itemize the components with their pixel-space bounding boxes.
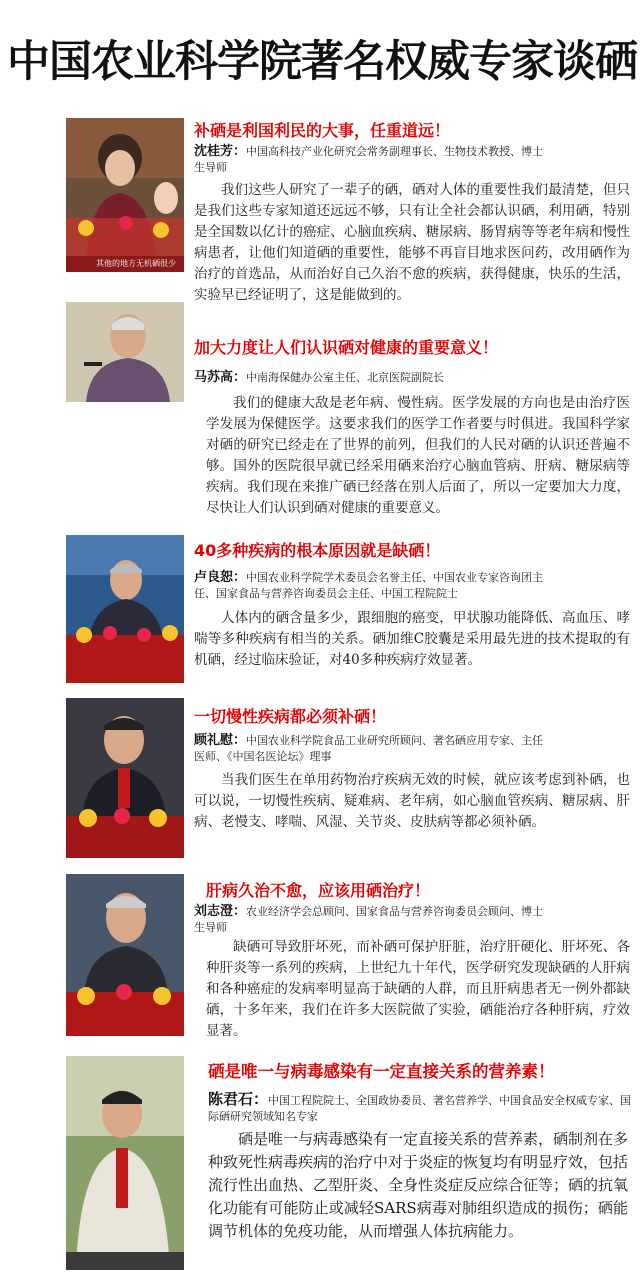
expert-photo-3 bbox=[66, 535, 184, 683]
expert-info-6 bbox=[208, 1091, 632, 1125]
expert-title: 中国农业科学院学术委员会名誉主任、中国农业专家咨询团主任、国家食品与营养咨询委员会主任、中国工程院院士 bbox=[194, 571, 544, 600]
headline-1: 补硒是利国利民的大事，任重道远！ bbox=[194, 121, 451, 140]
expert-body-4 bbox=[194, 770, 630, 833]
expert-photo-4 bbox=[66, 698, 184, 858]
expert-photo-6 bbox=[66, 1056, 184, 1270]
headline-3: 40多种疾病的根本原因就是缺硒！ bbox=[194, 541, 441, 560]
body-text: 当我们医生在单用药物治疗疾病无效的时候，就应该考虑到补硒，也可以说，一切慢性疾病、疑难病、老年病，如心脑血管疾病、糖尿病、肝病、老慢支、哮喘、风湿、关节炎、皮肤病等都必须补硒。 bbox=[194, 772, 630, 830]
expert-info-5 bbox=[194, 904, 544, 936]
headline-2: 加大力度让人们认识硒对健康的重要意义！ bbox=[194, 338, 499, 357]
expert-info-4 bbox=[194, 733, 546, 765]
expert-title: 农业经济学会总顾问、国家食品与营养咨询委员会顾问、博士生导师 bbox=[194, 905, 544, 934]
headline-4: 一切慢性疾病都必须补硒！ bbox=[194, 707, 387, 726]
expert-photo-2 bbox=[66, 302, 184, 402]
body-text: 缺硒可导致肝坏死，而补硒可保护肝脏，治疗肝硬化、肝坏死、各种肝炎等一系列的疾病，上世纪九十年代，医学研究发现缺硒的人肝病和各种癌症的发病率明显高于缺硒的人群，而且肝病患者无一例外都缺硒，十多年来，我们在许多大医院做了实验，硒能治疗各种肝病，疗效显著。 bbox=[206, 939, 630, 1039]
body-text: 我们的健康大敌是老年病、慢性病。医学发展的方向也是由治疗医学发展为保健医学。这要求我们的医学工作者要与时俱进。我国科学家对硒的研究已经走在了世界的前列，但我们的人民对硒的认识还普遍不够。国外的医院很早就已经采用硒来治疗心脑血管病、肝病、糖尿病等疾病。我们现在来推广硒已经落在别人后面了，所以一定要加大力度，尽快让人们认识到硒对健康的重要意义。 bbox=[206, 395, 630, 516]
expert-name: 沈桂芳： bbox=[194, 144, 247, 159]
expert-name: 马苏高： bbox=[194, 370, 247, 385]
expert-name: 卢良恕： bbox=[194, 570, 247, 585]
expert-body-5 bbox=[206, 937, 630, 1042]
expert-info-2 bbox=[194, 370, 624, 386]
expert-info-3 bbox=[194, 570, 544, 602]
photo-caption: 其他的地方无机硒很少 bbox=[96, 259, 176, 268]
expert-name: 刘志澄： bbox=[194, 904, 247, 919]
expert-name: 顾礼慰： bbox=[194, 733, 247, 748]
headline-5: 肝病久治不愈，应该用硒治疗！ bbox=[206, 881, 431, 900]
expert-body-6 bbox=[208, 1128, 628, 1243]
headline-6: 硒是唯一与病毒感染有一定直接关系的营养素！ bbox=[208, 1062, 555, 1081]
expert-info-1 bbox=[194, 144, 544, 176]
expert-name: 陈君石： bbox=[208, 1090, 269, 1108]
body-text: 我们这些人研究了一辈子的硒，硒对人体的重要性我们最清楚，但只是我们这些专家知道还远远不够，只有让全社会都认识硒，利用硒，特别是全国数以亿计的癌症、心脑血疾病、糖尿病、肠胃病等等老年病和慢性病患者，让他们知道硒的重要性，能够不再盲目地求医问药，改用硒作为治疗的首选品，从而治好自己久治不愈的疾病，获得健康，快乐的生活，实验早已经证明了，这是能做到的。 bbox=[194, 182, 630, 303]
expert-body-1 bbox=[194, 180, 630, 306]
expert-body-3 bbox=[194, 608, 630, 671]
expert-title: 中国高科技产业化研究会常务副理事长、生物技术教授、博士生导师 bbox=[194, 145, 544, 174]
expert-body-2 bbox=[66, 393, 630, 519]
expert-photo-5 bbox=[66, 874, 184, 1036]
expert-title: 中南海保健办公室主任、北京医院副院长 bbox=[246, 371, 445, 384]
body-text: 人体内的硒含量多少，跟细胞的癌变，甲状腺功能降低、高血压、哮喘等多种疾病有相当的关系。硒加维C胶囊是采用最先进的技术提取的有机硒，经过临床验证，对40多种疾病疗效显著。 bbox=[194, 610, 630, 668]
expert-title: 中国农业科学院食品工业研究所顾问、著名硒应用专家、主任医师、《中国名医论坛》理事 bbox=[194, 734, 544, 763]
expert-title: 中国工程院院士、全国政协委员、著名营养学、中国食品安全权威专家、国际硒研究领域知名专家 bbox=[208, 1094, 632, 1123]
page-title: 中国农业科学院著名权威专家谈硒 bbox=[7, 37, 637, 87]
body-text: 硒是唯一与病毒感染有一定直接关系的营养素，硒制剂在多种致死性病毒疾病的治疗中对于炎症的恢复均有明显疗效，包括流行性出血热、乙型肝炎、全身性炎症反应综合征等；硒的抗氧化功能有可能防止或减轻SARS病毒对肺组织造成的损伤；硒能调节机体的免疫功能，从而增强人体抗病能力。 bbox=[208, 1130, 629, 1240]
expert-photo-1 bbox=[66, 118, 184, 272]
